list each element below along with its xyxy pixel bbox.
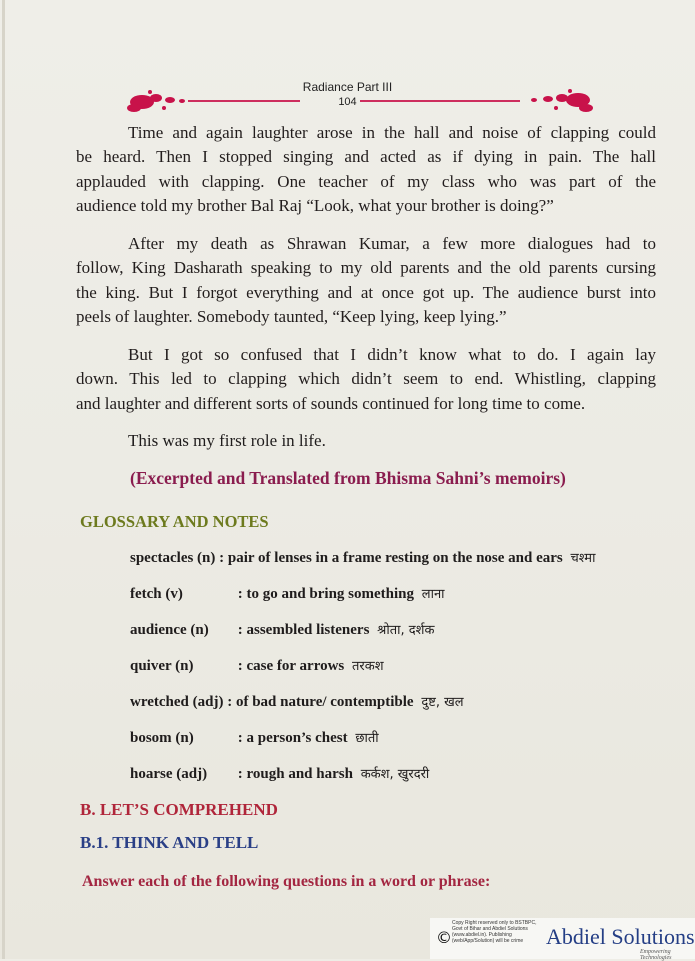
glossary-hindi: तरकश [352, 659, 384, 674]
source-attribution: (Excerpted and Translated from Bhisma Sahni’s memoirs) [130, 468, 566, 488]
text-line: be heard. Then I stopped singing and acted as if dying in pain. The hall [76, 147, 656, 167]
glossary-hindi: दुष्ट, खल [421, 695, 464, 710]
text-line: peels of laughter. Somebody taunted, “Keep lying, keep lying.” [76, 307, 507, 327]
text-line: applauded with clapping. One teacher of my class who was part of the [76, 171, 656, 191]
closing-line: This was my first role in life. [128, 431, 326, 450]
glossary-entry [130, 620, 660, 639]
glossary-entry [130, 764, 660, 783]
text-line: and laughter and different sorts of sounds continued for long time to come. [76, 393, 586, 413]
text-line: After my death as Shrawan Kumar, a few more dialogues had to [128, 234, 656, 253]
glossary-term: spectacles (n) [130, 550, 216, 566]
text-line: down. This led to clapping which didn’t seem to end. Whistling, clapping [76, 369, 656, 389]
text-line: follow, King Dasharath speaking to my old parents and the old parents cursing [76, 258, 656, 278]
glossary-entry [130, 692, 660, 711]
section-heading-think-tell: B.1. THINK AND TELL [80, 833, 259, 852]
glossary-hindi: कर्कश, खुरदरी [360, 767, 430, 782]
page-number: 104 [338, 96, 357, 108]
copyright-notice: Copy Right reserved only to BSTBPC, Govt of Bihar and Abdiel Solutions (www.abdiel.in). Publishing (web/App/Solution) will be crime [452, 920, 537, 944]
glossary-definition: : assembled listeners [237, 622, 370, 638]
paragraph-1 [76, 121, 656, 219]
publisher-footer [430, 918, 695, 959]
glossary-entry [130, 548, 660, 567]
running-header: Radiance Part III [302, 80, 393, 94]
exercise-instruction: Answer each of the following questions in a word or phrase: [82, 873, 491, 890]
glossary-definition: : of bad nature/ contemptible [227, 694, 414, 710]
glossary-hindi: लाना [421, 587, 445, 602]
copyright-symbol: © [436, 928, 452, 947]
glossary-definition: : to go and bring something [237, 586, 415, 602]
glossary-term: audience (n) [130, 622, 209, 638]
text-line: Time and again laughter arose in the hall and noise of clapping could [128, 123, 656, 142]
publisher-tagline: Empowering Technologies [640, 949, 672, 961]
section-heading-comprehend: B. LET’S COMPREHEND [80, 800, 278, 819]
glossary-hindi: श्रोता, दर्शक [377, 623, 435, 638]
glossary-entry [130, 728, 660, 747]
text-line: the king. But I forgot everything and at once got up. The audience burst into [76, 282, 656, 302]
glossary-entry [130, 584, 660, 603]
glossary-hindi: छाती [355, 731, 379, 746]
glossary-entry [130, 656, 660, 675]
glossary-term: hoarse (adj) [130, 766, 208, 782]
paragraph-3 [76, 343, 656, 416]
glossary-definition: : case for arrows [237, 658, 345, 674]
glossary-term: quiver (n) [130, 658, 194, 674]
glossary-term: wretched (adj) [130, 694, 224, 710]
text-line: But I got so confused that I didn’t know what to do. I again lay [128, 345, 656, 364]
paragraph-2 [76, 232, 656, 330]
glossary-hindi: चश्मा [570, 551, 596, 566]
glossary-heading: GLOSSARY AND NOTES [80, 512, 269, 531]
glossary-definition: : a person’s chest [237, 730, 348, 746]
publisher-logo: Abdiel Solutions [546, 924, 695, 949]
glossary-term: bosom (n) [130, 730, 194, 746]
glossary-definition: : pair of lenses in a frame resting on the nose and ears [219, 550, 563, 566]
text-line: audience told my brother Bal Raj “Look, what your brother is doing?” [76, 196, 554, 216]
glossary-term: fetch (v) [130, 586, 183, 602]
glossary-definition: : rough and harsh [237, 766, 353, 782]
